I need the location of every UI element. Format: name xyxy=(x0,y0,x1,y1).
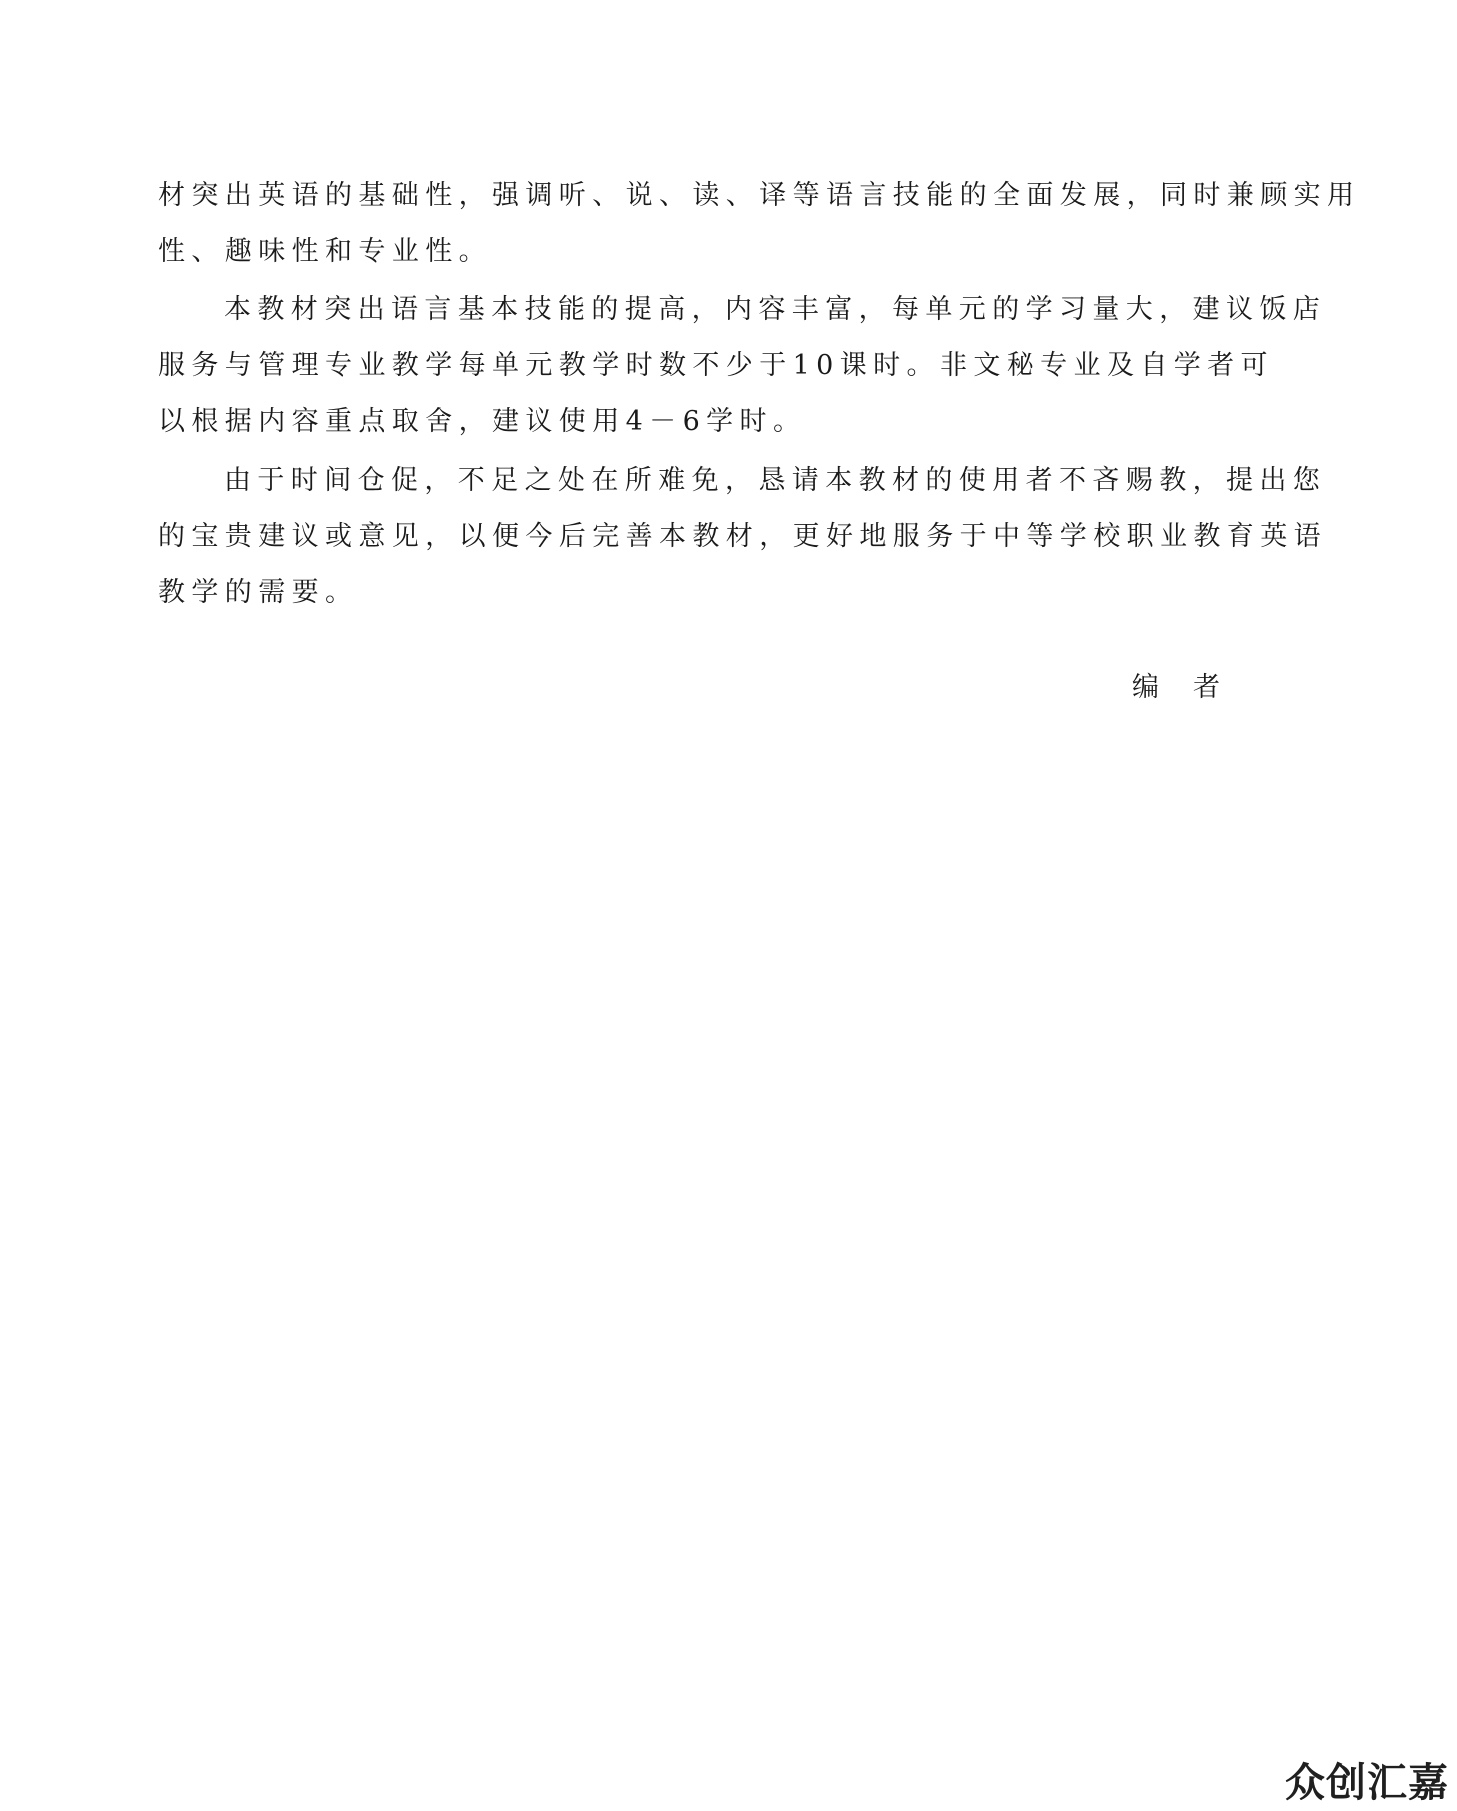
paragraph-3-line-1: 由于时间仓促，不足之处在所难免，恳请本教材的使用者不吝赐教，提出您 xyxy=(224,465,1327,496)
paragraph-2-line-3: 以根据内容重点取舍，建议使用4－6学时。 xyxy=(158,406,807,437)
paragraph-1-line-1: 材突出英语的基础性，强调听、说、读、译等语言技能的全面发展，同时兼顾实用 xyxy=(158,180,1361,211)
paragraph-2 xyxy=(158,282,1327,450)
paragraph-1 xyxy=(158,168,1361,280)
paragraph-1-line-2: 性、趣味性和专业性。 xyxy=(158,236,492,267)
watermark-logo: 众创汇嘉 xyxy=(1285,1760,1449,1806)
paragraph-3 xyxy=(158,453,1327,621)
paragraph-3-line-3: 教学的需要。 xyxy=(158,577,359,608)
author-signature: 编者 xyxy=(1132,672,1254,703)
paragraph-3-line-2: 的宝贵建议或意见，以便今后完善本教材，更好地服务于中等学校职业教育英语 xyxy=(158,521,1327,552)
paragraph-2-line-2: 服务与管理专业教学每单元教学时数不少于10课时。非文秘专业及自学者可 xyxy=(158,350,1274,381)
paragraph-2-line-1: 本教材突出语言基本技能的提高，内容丰富，每单元的学习量大，建议饭店 xyxy=(224,294,1327,325)
